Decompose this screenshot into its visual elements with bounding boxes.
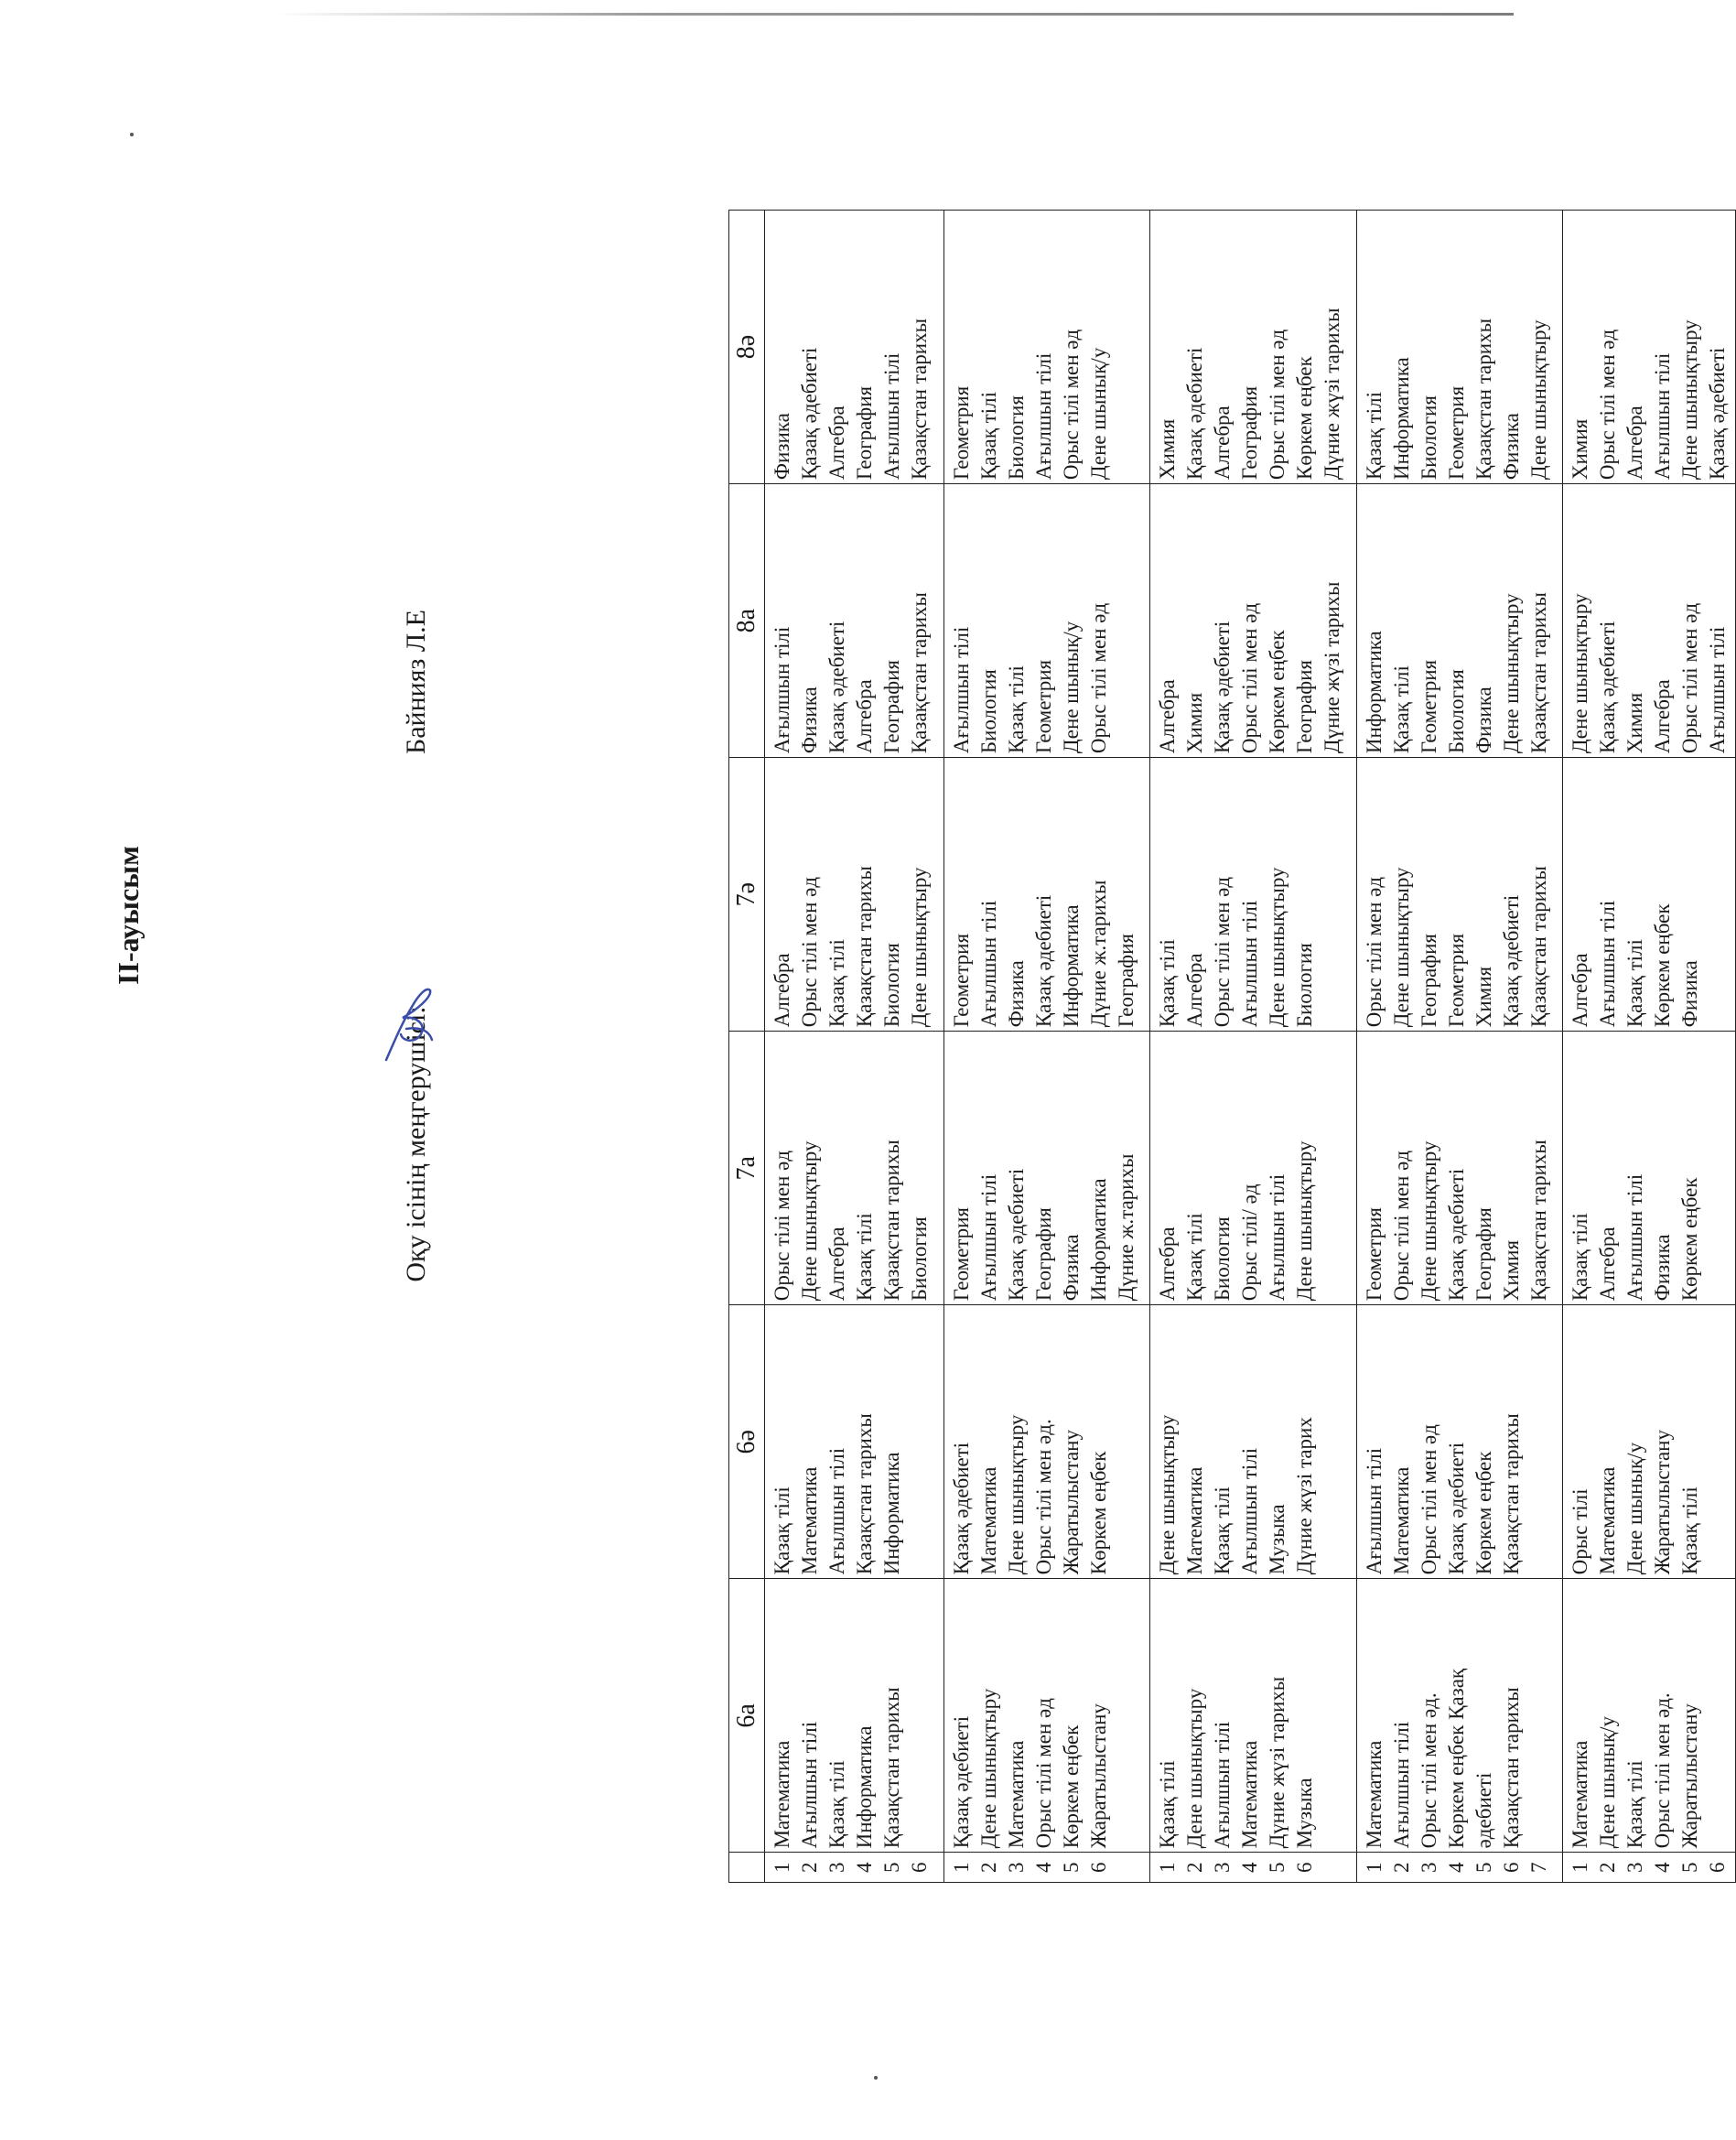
lesson-numbers: 1 2 3 4 5 6 xyxy=(765,1853,944,1883)
lesson-numbers: 1 2 3 4 5 6 xyxy=(944,1853,1150,1883)
schedule-cell: Геометрия Қазақ тілі Биология Ағылшын тілі Орыс тілі мен әд Дене шынық/у xyxy=(944,211,1150,484)
schedule-cell: Алгебра Ағылшын тілі Қазақ тілі Көркем еңбек Физика xyxy=(1563,758,1736,1032)
scan-speck xyxy=(874,2076,878,2080)
schedule-cell: Информатика Қазақ тілі Геометрия Биология Физика Дене шынықтыру Қазақстан тарихы xyxy=(1357,484,1563,758)
scan-edge-line xyxy=(275,13,1514,16)
header-cell-class: 7ә xyxy=(729,758,765,1032)
schedule-cell: Геометрия Ағылшын тілі Физика Қазақ әдебиеті Информатика Дүние ж.тарихы География xyxy=(944,758,1150,1032)
schedule-cell: Ағылшын тілі Физика Қазақ әдебиеті Алгебра География Қазақстан тарихы xyxy=(765,484,944,758)
schedule-cell: Дене шынықтыру Математика Қазақ тілі Ағылшын тілі Музыка Дүние жүзі тарих xyxy=(1150,1305,1357,1579)
schedule-cell: Математика Ағылшын тілі Орыс тілі мен әд. Көркем еңбек Қазақ әдебиеті Қазақстан тарихы xyxy=(1357,1579,1563,1853)
day-row xyxy=(1357,211,1563,1883)
day-row xyxy=(765,211,944,1883)
header-row xyxy=(729,211,765,1883)
schedule-table xyxy=(728,210,1736,1883)
schedule-cell: Химия Қазақ әдебиеті Алгебра География Орыс тілі мен әд Көркем еңбек Дүние жүзі тарихы xyxy=(1150,211,1357,484)
header-cell-class: 8а xyxy=(729,484,765,758)
schedule-cell: Қазақ тілі Информатика Биология Геометрия Қазақстан тарихы Физика Дене шынықтыру xyxy=(1357,211,1563,484)
schedule-cell: Орыс тілі мен әд Дене шынықтыру Алгебра Қазақ тілі Қазақстан тарихы Биология xyxy=(765,1032,944,1305)
lesson-numbers: 1 2 3 4 5 6 xyxy=(1563,1853,1736,1883)
handwritten-signature xyxy=(375,970,439,1071)
header-cell-class: 7а xyxy=(729,1032,765,1305)
schedule-cell: Қазақ тілі Алгебра Ағылшын тілі Физика Көркем еңбек xyxy=(1563,1032,1736,1305)
header-cell-class: 6а xyxy=(729,1579,765,1853)
schedule-cell: Алгебра Химия Қазақ әдебиеті Орыс тілі мен әд Көркем еңбек География Дүние жүзі тарихы xyxy=(1150,484,1357,758)
day-row xyxy=(944,211,1150,1883)
schedule-cell: Алгебра Орыс тілі мен әд Қазақ тілі Қазақстан тарихы Биология Дене шынықтыру xyxy=(765,758,944,1032)
lesson-numbers: 1 2 3 4 5 6 xyxy=(1150,1853,1357,1883)
schedule-cell: Қазақ әдебиеті Математика Дене шынықтыру Орыс тілі мен әд. Жаратылыстану Көркем еңбек xyxy=(944,1305,1150,1579)
schedule-cell: Ағылшын тілі Математика Орыс тілі мен әд Қазақ әдебиеті Көркем еңбек Қазақстан тарихы xyxy=(1357,1305,1563,1579)
schedule-cell: Математика Дене шынық/у Қазақ тілі Орыс тілі мен әд. Жаратылыстану xyxy=(1563,1579,1736,1853)
signatory-position: Оқу ісінің меңгерушісі: xyxy=(401,1006,431,1282)
page-title: II-ауысым xyxy=(112,846,145,985)
schedule-table-wrapper xyxy=(728,210,1729,1883)
scan-speck xyxy=(130,133,134,136)
schedule-cell: Орыс тілі мен әд Дене шынықтыру География Геометрия Химия Қазақ әдебиеті Қазақстан тарихы xyxy=(1357,758,1563,1032)
schedule-cell: Қазақ тілі Математика Ағылшын тілі Қазақстан тарихы Информатика xyxy=(765,1305,944,1579)
schedule-cell: Қазақ әдебиеті Дене шынықтыру Математика Орыс тілі мен әд Көркем еңбек Жаратылыстану xyxy=(944,1579,1150,1853)
schedule-cell: Қазақ тілі Дене шынықтыру Ағылшын тілі Математика Дүние жүзі тарихы Музыка xyxy=(1150,1579,1357,1853)
day-row xyxy=(1150,211,1357,1883)
header-cell-class: 8ә xyxy=(729,211,765,484)
header-cell-number xyxy=(729,1853,765,1883)
schedule-cell: Ағылшын тілі Биология Қазақ тілі Геометрия Дене шынық/у Орыс тілі мен әд xyxy=(944,484,1150,758)
day-row xyxy=(1563,211,1736,1883)
schedule-cell: Математика Ағылшын тілі Қазақ тілі Информатика Қазақстан тарихы xyxy=(765,1579,944,1853)
schedule-cell: Дене шынықтыру Қазақ әдебиеті Химия Алгебра Орыс тілі мен әд Ағылшын тілі xyxy=(1563,484,1736,758)
schedule-cell: Алгебра Қазақ тілі Биология Орыс тілі/ әд Ағылшын тілі Дене шынықтыру xyxy=(1150,1032,1357,1305)
schedule-cell: Химия Орыс тілі мен әд Алгебра Ағылшын тілі Дене шынықтыру Қазақ әдебиеті xyxy=(1563,211,1736,484)
schedule-cell: Геометрия Ағылшын тілі Қазақ әдебиеті География Физика Информатика Дүние ж.тарихы xyxy=(944,1032,1150,1305)
schedule-cell: Орыс тілі Математика Дене шынық/у Жаратылыстану Қазақ тілі xyxy=(1563,1305,1736,1579)
schedule-cell: Физика Қазақ әдебиеті Алгебра География Ағылшын тілі Қазақстан тарихы xyxy=(765,211,944,484)
header-cell-class: 6ә xyxy=(729,1305,765,1579)
lesson-numbers: 1 2 3 4 5 6 7 xyxy=(1357,1853,1563,1883)
signatory-name: Байнияз Л.Е xyxy=(401,609,431,755)
schedule-cell: Қазақ тілі Алгебра Орыс тілі мен әд Ағылшын тілі Дене шынықтыру Биология xyxy=(1150,758,1357,1032)
schedule-cell: Геометрия Орыс тілі мен әд Дене шынықтыру Қазақ әдебиеті География Химия Қазақстан тарихы xyxy=(1357,1032,1563,1305)
